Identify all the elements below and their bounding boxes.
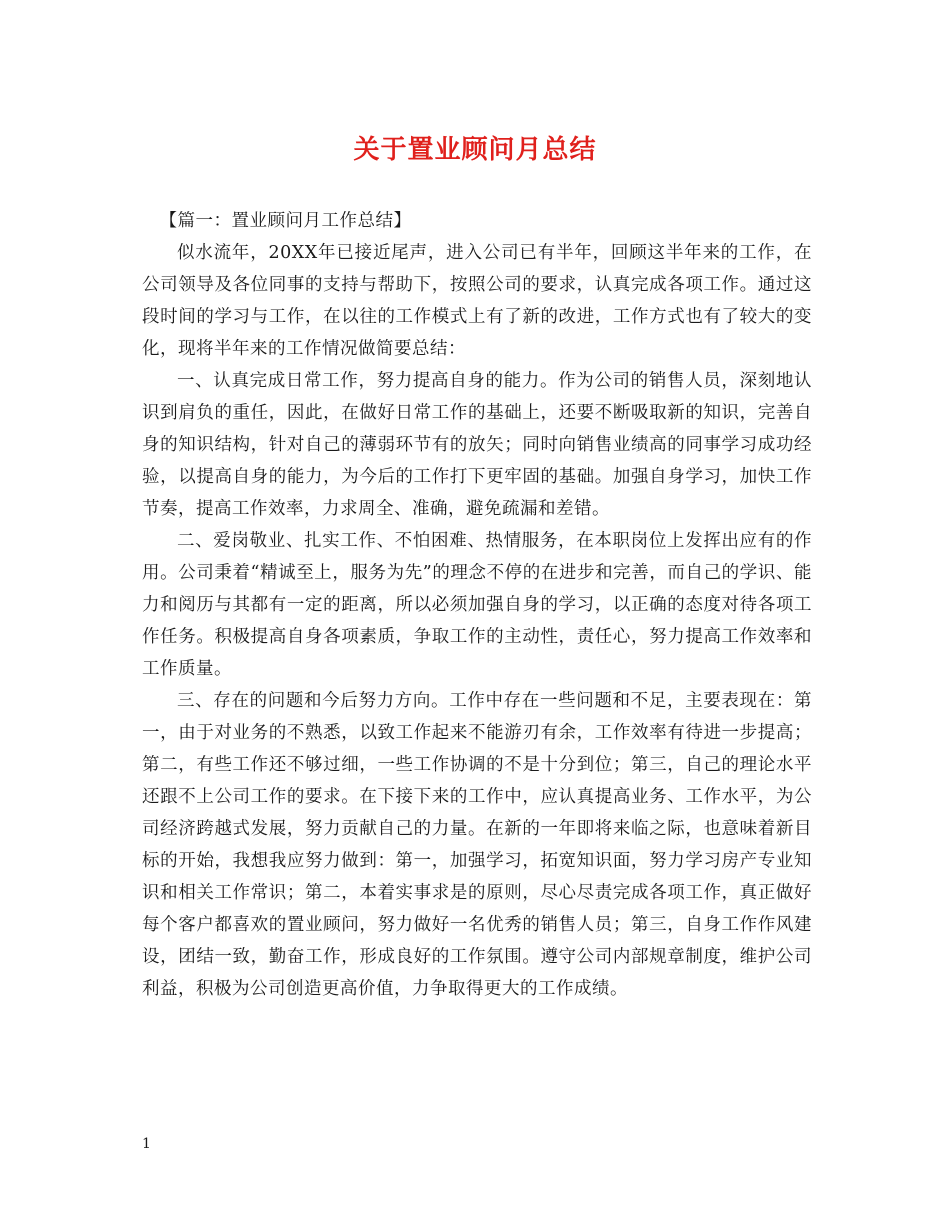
paragraph-point-one: 一、认真完成日常工作，努力提高自身的能力。作为公司的销售人员，深刻地认识到肩负的重任，因此，在做好日常工作的基础上，还要不断吸取新的知识，完善自身的知识结构，针对自己的薄弱环节有的放矢；同时向销售业绩高的同事学习成功经验，以提高自身的能力，为今后的工作打下更牢固的基础。加强自身学习，加快工作节奏，提高工作效率，力求周全、准确，避免疏漏和差错。 bbox=[142, 371, 812, 519]
document-body bbox=[142, 205, 812, 1005]
paragraph-point-two: 二、爱岗敬业、扎实工作、不怕困难、热情服务，在本职岗位上发挥出应有的作用。公司秉着“精诚至上，服务为先”的理念不停的在进步和完善，而自己的学识、能力和阅历与其都有一定的距离，所以必须加强自身的学习，以正确的态度对待各项工作任务。积极提高自身各项素质，争取工作的主动性，责任心，努力提高工作效率和工作质量。 bbox=[142, 531, 812, 679]
paragraph-point-three: 三、存在的问题和今后努力方向。工作中存在一些问题和不足，主要表现在：第一，由于对业务的不熟悉，以致工作起来不能游刃有余，工作效率有待进一步提高；第二，有些工作还不够过细，一些工作协调的不是十分到位；第三，自己的理论水平还跟不上公司工作的要求。在下接下来的工作中，应认真提高业务、工作水平，为公司经济跨越式发展，努力贡献自己的力量。在新的一年即将来临之际，也意味着新目标的开始，我想我应努力做到：第一，加强学习，拓宽知识面，努力学习房产专业知识和相关工作常识；第二，本着实事求是的原则，尽心尽责完成各项工作，真正做好每个客户都喜欢的置业顾问，努力做好一名优秀的销售人员；第三，自身工作作风建设，团结一致，勤奋工作，形成良好的工作氛围。遵守公司内部规章制度，维护公司利益，积极为公司创造更高价值，力争取得更大的工作成绩。 bbox=[142, 691, 812, 999]
document-title: 关于置业顾问月总结 bbox=[353, 135, 597, 165]
section-heading: 【篇一：置业顾问月工作总结】 bbox=[159, 211, 412, 231]
page-number: 1 bbox=[142, 1136, 151, 1152]
paragraph-intro: 似水流年，20XX年已接近尾声，进入公司已有半年，回顾这半年来的工作，在公司领导及各位同事的支持与帮助下，按照公司的要求，认真完成各项工作。通过这段时间的学习与工作，在以往的工作模式上有了新的改进，工作方式也有了较大的变化，现将半年来的工作情况做简要总结： bbox=[142, 243, 812, 359]
